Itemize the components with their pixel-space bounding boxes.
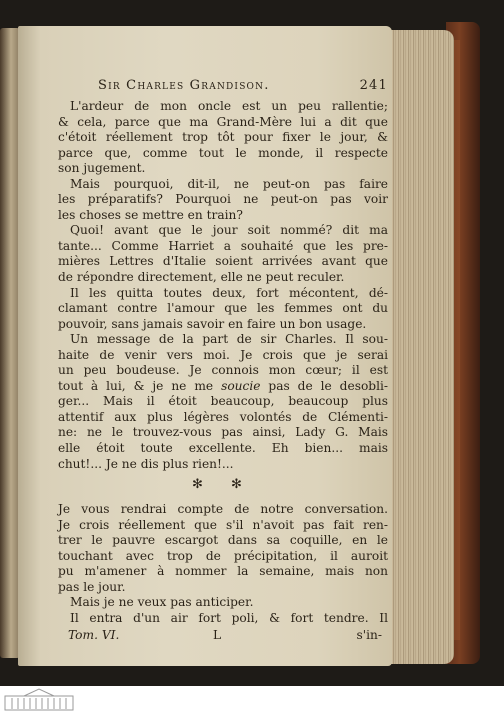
paragraph (58, 286, 388, 333)
page-footer (58, 628, 388, 646)
text-line: un peu boudeuse. Je connois mon cœur; il est (58, 363, 388, 378)
page-text (58, 78, 388, 646)
text-line: de répondre directement, elle ne peut reculer. (58, 270, 345, 285)
paragraph (58, 595, 388, 611)
page-number: 241 (359, 78, 388, 93)
text-line: Il entra d'un air fort poli, & fort tendre. Il (70, 610, 388, 625)
paragraph (58, 502, 388, 595)
text-line: pouvoir, sans jamais savoir en faire un bon usage. (58, 316, 367, 331)
section-separator: ✻ ✻ (192, 477, 254, 493)
page-edges (384, 30, 454, 664)
text-line: attentif aux plus légères volontés de Clémenti- (58, 409, 388, 424)
text-line: chut!... Je ne dis plus rien!... (58, 456, 234, 471)
running-header (58, 78, 388, 96)
paragraph (58, 177, 388, 224)
text-line: Mais pourquoi, dit-il, ne peut-on pas faire (70, 176, 388, 191)
text-line: Je vous rendrai compte de notre conversation. (58, 502, 388, 517)
text-line: haite de venir vers moi. Je crois que je serai (58, 347, 388, 362)
text-line: les préparatifs? Pourquoi ne peut-on pas voir (58, 192, 388, 207)
text-line: Il les quitta toutes deux, fort mécontent, dé- (70, 285, 388, 300)
paragraph (58, 332, 388, 472)
text-line: trer le pauvre escargot dans sa coquille, en le (58, 533, 388, 548)
text-line: les choses se mettre en train? (58, 207, 243, 222)
text-line: tout à lui, & je ne me soucie pas de le desobli- (58, 378, 389, 393)
text-line: mières Lettres d'Italie soient arrivées avant que (58, 254, 388, 269)
text-line: son jugement. (58, 161, 146, 176)
left-page-edge (0, 28, 20, 658)
text-line: parce que, comme tout le monde, il respecte (58, 145, 388, 160)
running-title: Sir Charles Grandison. (98, 78, 270, 93)
text-line: c'étoit réellement trop tôt pour fixer le jour, & (58, 130, 388, 145)
text-line: elle étoit toute excellente. Eh bien... mais (58, 441, 388, 456)
footer-bar (0, 686, 504, 713)
paragraph (58, 611, 388, 627)
text-line: Quoi! avant que le jour soit nommé? dit ma (70, 223, 388, 238)
library-building-icon (4, 688, 74, 711)
gathering-mark: L (213, 627, 222, 642)
text-line: Mais je ne veux pas anticiper. (70, 595, 254, 610)
text-line: & cela, parce que ma Grand-Mère lui a dit que (58, 114, 388, 129)
text-line: tante... Comme Harriet a souhaité que les pre- (58, 238, 388, 253)
text-line: touchant avec trop de précipitation, il auroit (58, 548, 388, 563)
paragraph (58, 99, 388, 177)
paragraph (58, 223, 388, 285)
text-line: clamant contre l'amour que les femmes ont du (58, 301, 388, 316)
signature-mark: Tom. VI. (68, 627, 120, 642)
text-line: L'ardeur de mon oncle est un peu rallentie; (70, 99, 388, 113)
emphasis: soucie (221, 378, 261, 393)
catchword: s'in- (356, 627, 382, 642)
text-line: ger... Mais il étoit beaucoup, beaucoup plus (58, 394, 388, 409)
text-line: pas le jour. (58, 579, 126, 594)
text-line: ne: ne le trouvez-vous pas ainsi, Lady G. Mais (58, 425, 388, 440)
text-line: pu m'amener à nommer la semaine, mais non (58, 564, 388, 579)
text-line: Un message de la part de sir Charles. Il sou- (70, 332, 388, 347)
text-line: Je crois réellement que s'il n'avoit pas fait ren- (58, 517, 388, 532)
